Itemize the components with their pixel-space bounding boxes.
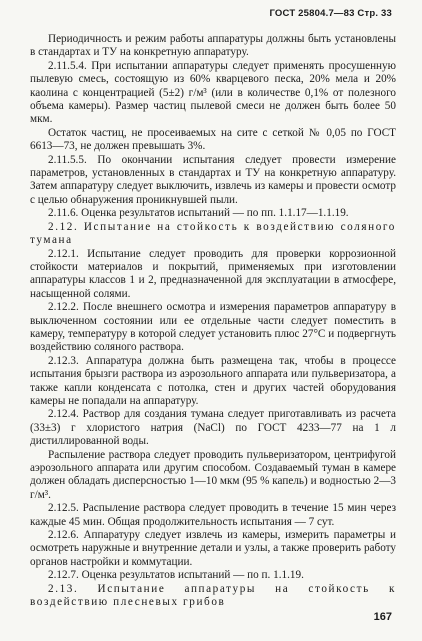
paragraph: 2.11.5.4. При испытании аппаратуры следует применять просушенную пылевую смесь, состоящую из 60% кварцевого песка, 20% мела и 20% каолина с концентрацией (5±2) г/м³ (или в количестве 0,1% от полезного объема камеры). Размер частиц пылевой смеси не должен быть более 50 мкм.	[30, 59, 396, 126]
paragraph: Периодичность и режим работы аппаратуры должны быть установлены в стандартах и ТУ на конкретную аппаратуру.	[30, 33, 396, 59]
paragraph: 2.11.6. Оценка результатов испытаний — по пп. 1.1.17—1.1.19.	[48, 207, 349, 220]
paragraph: 2.12.3. Аппаратура должна быть размещена так, чтобы в процессе испытания брызги раствора из аэрозольного аппарата или пульверизатора, а также капли конденсата с потолка, стен и других частей оборудования камеры не попадали на аппаратуру.	[30, 354, 396, 407]
paragraph: 2.12.5. Распыление раствора следует проводить в течение 15 мин через каждые 45 мин. Общая продолжительность испытания — 7 сут.	[30, 502, 396, 528]
paragraph: Остаток частиц, не просеиваемых на сите с сеткой № 0,05 по ГОСТ 6613—73, не должен превышать 3%.	[30, 126, 396, 153]
paragraph: 2.12.1. Испытание следует проводить для проверки коррозионной стойкости материалов и покрытий, применяемых при изготовлении аппаратуры классов 1 и 2, предназначенной для эксплуатации в атмосфере, насыщенной солями.	[30, 247, 396, 300]
paragraph: 2.12.4. Раствор для создания тумана следует приготавливать из расчета (33±3) г хлористого натрия (NaCl) по ГОСТ 4233—77 на 1 л дистиллированной воды.	[30, 408, 396, 448]
page-header: ГОСТ 25804.7—83 Стр. 33	[269, 8, 392, 19]
paragraph: 2.12.6. Аппаратуру следует извлечь из камеры, измерить параметры и осмотреть наружные и внутренние детали и узлы, а также проверить работу органов настройки и коммутации.	[30, 529, 396, 568]
paragraph: 2.12.7. Оценка результатов испытаний — по п. 1.1.19.	[48, 569, 304, 582]
section-heading: 2.13. Испытание аппаратуры на стойкость к воздействию плесневых грибов	[30, 582, 396, 609]
paragraph: 2.12.2. После внешнего осмотра и измерения параметров аппаратуру в выключенном состоянии или ее отдельные части следует поместить в камеру, температуру в которой следует установить плюс 27°С и подвергнуть воздействию соляного раствора.	[30, 301, 396, 354]
paragraph: Распыление раствора следует проводить пульверизатором, центрифугой аэрозольного аппарата или другим способом. Создаваемый туман в камере должен обладать дисперсностью 1—10 мкм (95 % капель) и водностью 2—3 г/м³.	[30, 448, 396, 501]
document-body	[30, 33, 396, 609]
page-number: 167	[373, 611, 392, 623]
section-heading: 2.12. Испытание на стойкость к воздействию соляного тумана	[30, 220, 396, 247]
paragraph: 2.11.5.5. По окончании испытания следует провести измерение параметров, установленных в стандартах и ТУ на конкретную аппаратуру. Затем аппаратуру следует выключить, извлечь из камеры и провести осмотр с целью обнаружения проникнувшей пыли.	[30, 153, 396, 206]
